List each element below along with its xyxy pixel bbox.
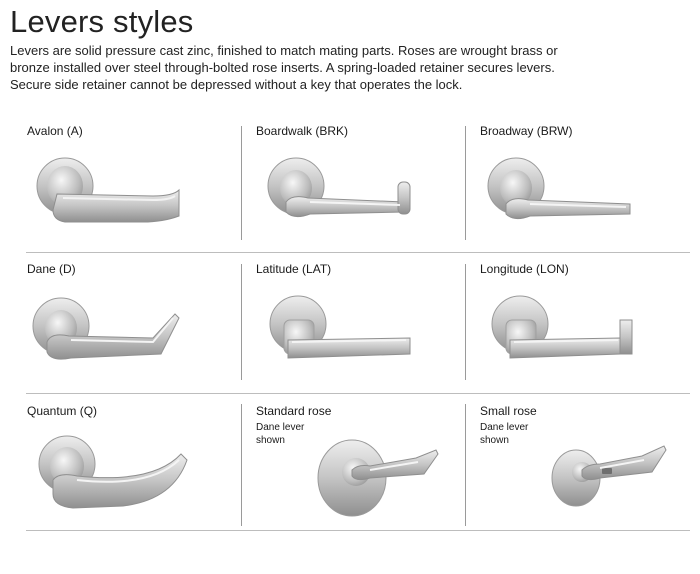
quantum-lever-icon bbox=[33, 428, 213, 518]
lever-card bbox=[256, 404, 461, 526]
lever-name: Small rose bbox=[480, 404, 537, 418]
page-title: Levers styles bbox=[10, 4, 194, 39]
lever-name: Broadway (BRW) bbox=[480, 124, 573, 138]
lever-name: Dane (D) bbox=[27, 262, 76, 276]
standard-rose-icon bbox=[312, 430, 452, 520]
row-divider bbox=[26, 393, 690, 394]
lever-card bbox=[27, 262, 232, 388]
column-divider bbox=[465, 264, 466, 380]
lever-card bbox=[480, 262, 685, 388]
column-divider bbox=[465, 126, 466, 240]
boardwalk-lever-icon bbox=[264, 150, 444, 230]
column-divider bbox=[241, 264, 242, 380]
lever-card bbox=[480, 404, 685, 526]
column-divider bbox=[241, 126, 242, 240]
lever-note: Dane lever bbox=[256, 422, 305, 433]
intro-line: Levers are solid pressure cast zinc, finished to match mating parts. Roses are wrought brass or bbox=[10, 43, 558, 58]
lever-name: Standard rose bbox=[256, 404, 332, 418]
dane-lever-icon bbox=[29, 288, 209, 378]
lever-note: shown bbox=[480, 435, 509, 446]
column-divider bbox=[241, 404, 242, 526]
small-rose-icon bbox=[546, 434, 676, 514]
lever-name: Avalon (A) bbox=[27, 124, 83, 138]
lever-card bbox=[27, 404, 232, 526]
column-divider bbox=[465, 404, 466, 526]
latitude-lever-icon bbox=[266, 288, 446, 378]
avalon-lever-icon bbox=[33, 150, 213, 230]
lever-name: Quantum (Q) bbox=[27, 404, 98, 418]
lever-card bbox=[480, 124, 685, 248]
lever-card bbox=[27, 124, 232, 248]
lever-card bbox=[256, 124, 461, 248]
longitude-lever-icon bbox=[488, 288, 668, 378]
lever-card bbox=[256, 262, 461, 388]
lever-name: Latitude (LAT) bbox=[256, 262, 332, 276]
lever-name: Boardwalk (BRK) bbox=[256, 124, 349, 138]
intro-line: Secure side retainer cannot be depressed without a key that operates the lock. bbox=[10, 77, 463, 92]
lever-note: shown bbox=[256, 435, 285, 446]
lever-name: Longitude (LON) bbox=[480, 262, 569, 276]
intro-line: bronze installed over steel through-bolted rose inserts. A spring-loaded retainer secures levers. bbox=[10, 60, 555, 75]
row-divider bbox=[26, 530, 690, 531]
lever-note: Dane lever bbox=[480, 422, 529, 433]
row-divider bbox=[26, 252, 690, 253]
broadway-lever-icon bbox=[484, 150, 664, 230]
